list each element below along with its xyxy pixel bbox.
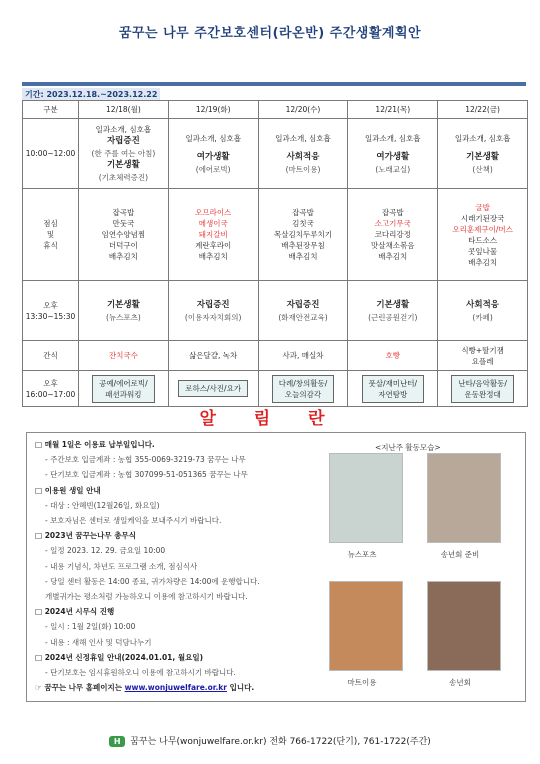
row-label: 오후	[43, 300, 58, 310]
morning-cell	[168, 119, 258, 189]
program-detail: (근린공원걷기)	[368, 312, 418, 322]
club-box	[451, 375, 514, 403]
club-cell	[168, 371, 258, 407]
photos-caption: <지난주 활동모습>	[375, 443, 441, 452]
program-detail: (기초체력증진)	[98, 173, 149, 182]
header-row	[23, 101, 528, 119]
program-detail: (산책)	[472, 164, 493, 174]
notice-item: - 대상 : 안혜빈(12월26일, 화요일)	[45, 500, 160, 510]
notice-item: - 단기보호는 임시휴원하오니 이용에 참고하시기 바랍니다.	[45, 668, 236, 678]
club-item: 난타/음악활동/	[458, 378, 507, 388]
afternoon-cell	[79, 281, 169, 341]
corner-cell: 구분	[23, 101, 79, 119]
program-detail: (에어로빅)	[195, 164, 231, 174]
title-divider	[22, 82, 526, 86]
notice-item: - 당일 센터 활동은 14:00 종료, 귀가차량은 14:00에 운행합니다.	[45, 576, 260, 586]
menu-item: 임연수양념찜	[101, 230, 146, 239]
notice-heading: □ 2023년 꿈꾸는나무 총무식	[35, 531, 136, 541]
menu-item: 잡곡밥	[112, 208, 135, 217]
notice-title: 알 림 란	[199, 409, 341, 429]
notice-item: - 주간보호 입금계좌 : 농협 355-0069-3219-73 꿈꾸는 나무	[45, 455, 246, 465]
row-label: 16:00~17:00	[25, 389, 76, 399]
program-category: 자립증진	[196, 299, 230, 310]
club-cell	[438, 371, 528, 407]
menu-item: 배추김치	[468, 257, 498, 267]
club-item: 로하스/사진/요가	[185, 384, 242, 393]
row-label-cell	[23, 189, 79, 281]
homepage-link[interactable]: www.wonjuwelfare.or.kr	[124, 683, 227, 693]
afternoon-cell	[258, 281, 348, 341]
row-label: 간식	[43, 351, 58, 360]
late-afternoon-row	[23, 371, 528, 407]
spacer	[350, 144, 435, 151]
lunch-menu-cell	[348, 189, 438, 281]
period-label: 기간: 2023.12.18.~2023.12.22	[22, 88, 160, 101]
menu-item: 오므라이스	[195, 208, 232, 217]
club-cell	[348, 371, 438, 407]
day-header: 12/22(금)	[438, 101, 528, 119]
menu-item: 배추된장무침	[281, 241, 325, 250]
menu-item: 돼지갈비	[198, 230, 228, 239]
row-label: 13:30~15:30	[25, 311, 76, 321]
lunch-menu-cell	[258, 189, 348, 281]
snack-cell	[348, 341, 438, 371]
snack-row	[23, 341, 528, 371]
program-category: 기본생활	[106, 160, 140, 170]
photo-label: 송년회	[449, 678, 471, 687]
afternoon-cell	[168, 281, 258, 341]
spacer	[261, 144, 346, 151]
notice-item: - 내용 기념식, 차년도 프로그램 소개, 점심식사	[45, 561, 198, 571]
club-item: 패션과워킹	[105, 389, 142, 399]
snack-cell	[258, 341, 348, 371]
program-category: 기본생활	[466, 151, 500, 162]
menu-item: 시래기된장국	[460, 213, 505, 223]
program-detail: (뉴스포츠)	[105, 312, 141, 322]
notice-item: - 일시 : 1월 2일(화) 10:00	[45, 622, 136, 632]
menu-item: 배추김치	[288, 252, 318, 261]
morning-cell	[79, 119, 169, 189]
menu-item: 더덕구이	[108, 241, 138, 250]
notice-item: - 일정 2023. 12. 29. 금요일 10:00	[45, 546, 166, 556]
club-cell	[258, 371, 348, 407]
club-item: 다례/창의활동/	[278, 378, 328, 388]
program-detail: (마트이용)	[285, 164, 321, 174]
footer	[0, 734, 540, 747]
snack-item: 사과, 매실차	[282, 351, 324, 360]
notice-item: - 단기보호 입금계좌 : 농협 307099-51-051365 꿈꾸는 나무	[45, 470, 248, 480]
row-label-cell	[23, 119, 79, 189]
club-box	[92, 375, 155, 403]
club-cell	[79, 371, 169, 407]
page-title: 꿈꾸는 나무 주간보호센터(라온반) 주간생활계획안	[118, 26, 422, 41]
menu-item: 배추김치	[378, 252, 408, 261]
row-label-cell	[23, 281, 79, 341]
lunch-row	[23, 189, 528, 281]
snack-item: 잔치국수	[108, 351, 138, 360]
lunch-menu-cell	[168, 189, 258, 281]
intro-text: 일과소개, 심호흡	[454, 133, 511, 143]
menu-item: 배추김치	[108, 252, 138, 261]
club-item: 풋살/재미난터/	[368, 378, 418, 388]
menu-item: 배추김치	[198, 252, 228, 261]
activity-photo	[427, 581, 501, 671]
menu-item: 목살김치두루치기	[274, 230, 332, 239]
intro-text: 일과소개, 심호흡	[185, 133, 241, 143]
program-category: 자립증진	[286, 299, 320, 310]
program-category: 사회적응	[466, 299, 500, 310]
intro-text: 일과소개, 심호흡	[275, 133, 331, 143]
notice-item: - 내용 : 새해 인사 및 덕담나누기	[45, 637, 152, 647]
footer-text: 꿈꾸는 나무(wonjuwelfare.or.kr) 전화 766-1722(단기), 761-1722(주간)	[130, 737, 431, 747]
program-detail: (이용자자치회의)	[184, 312, 242, 322]
notice-heading: □ 매월 1일은 이용료 납부일입니다.	[35, 440, 155, 449]
notice-box	[26, 432, 526, 702]
afternoon-row	[23, 281, 528, 341]
snack-cell	[438, 341, 528, 371]
row-label: 휴식	[43, 241, 58, 250]
snack-cell	[79, 341, 169, 371]
menu-item: 코다리강정	[374, 230, 411, 239]
morning-row	[23, 119, 528, 189]
club-box	[362, 375, 425, 403]
lunch-menu-cell	[438, 189, 528, 281]
row-label: 10:00~12:00	[25, 149, 76, 158]
club-item: 자연탐방	[378, 389, 408, 399]
menu-item: 만둣국	[112, 219, 135, 228]
menu-item: 메생이국	[198, 219, 228, 228]
photo-label: 마트이용	[347, 678, 377, 687]
snack-item: 요플레	[471, 356, 494, 366]
activity-photo	[329, 453, 403, 543]
morning-cell	[348, 119, 438, 189]
spacer	[440, 144, 525, 151]
program-category: 기본생활	[106, 299, 140, 310]
snack-item: 식빵+딸기잼	[461, 345, 504, 355]
program-detail: (노래교실)	[375, 164, 411, 174]
program-detail: (화재안전교육)	[278, 312, 328, 322]
club-item: 공예/에어로빅/	[99, 378, 148, 388]
day-header: 12/19(화)	[168, 101, 258, 119]
menu-item: 콧잎나물	[468, 246, 498, 256]
program-category: 여가생활	[376, 151, 410, 162]
notice-item: 개별귀가는 평소처럼 가능하오니 이용에 참고하시기 바랍니다.	[45, 592, 248, 602]
program-category: 기본생활	[376, 299, 410, 310]
snack-cell	[168, 341, 258, 371]
club-box	[272, 375, 335, 403]
spacer	[171, 144, 256, 151]
menu-item: 잡곡밥	[381, 208, 404, 217]
homepage-suffix: 입니다.	[226, 683, 255, 693]
afternoon-cell	[438, 281, 528, 341]
notice-list	[35, 437, 335, 695]
intro-text: 일과소개, 심호흡	[365, 133, 421, 143]
row-label-cell	[23, 341, 79, 371]
menu-item: 타드소스	[468, 235, 498, 245]
notice-heading: □ 이용원 생일 안내	[35, 485, 101, 495]
row-label: 오후	[43, 378, 58, 388]
club-item: 운동완정대	[464, 389, 501, 399]
day-header: 12/21(목)	[348, 101, 438, 119]
menu-item: 잡곡밥	[292, 208, 314, 217]
lunch-menu-cell	[79, 189, 169, 281]
menu-item: 소고기무국	[374, 219, 411, 228]
morning-cell	[438, 119, 528, 189]
afternoon-cell	[348, 281, 438, 341]
club-item: 오늘의감각	[284, 389, 322, 399]
menu-item: 김칫국	[292, 219, 314, 228]
weekly-schedule-table	[22, 100, 528, 407]
club-box	[178, 380, 248, 397]
notice-item: - 보호자님은 센터로 생일케익을 보내주시기 바랍니다.	[45, 516, 222, 526]
activity-photo	[329, 581, 403, 671]
menu-item: 맛살채소볶음	[371, 241, 415, 250]
homepage-line	[35, 680, 335, 695]
homepage-prefix: ☞ 꿈꾸는 나무 홈페이지는	[35, 683, 125, 693]
program-category: 여가생활	[196, 151, 230, 162]
intro-text: 일과소개, 심호흡	[95, 125, 152, 134]
program-detail: (카페)	[472, 312, 493, 322]
menu-item: 오리훈제구이/머스	[452, 224, 513, 234]
photo-label: 송년회 준비	[440, 550, 480, 559]
row-label: 및	[46, 230, 55, 239]
activity-photo	[427, 453, 501, 543]
day-header: 12/20(수)	[258, 101, 348, 119]
notice-heading: □ 2024년 시무식 진행	[35, 607, 115, 617]
menu-item: 계란후라이	[195, 241, 232, 250]
day-header: 12/18(월)	[79, 101, 169, 119]
row-label-cell	[23, 371, 79, 407]
menu-item: 굴밥	[475, 202, 490, 212]
program-category: 자립증진	[106, 136, 140, 146]
logo-icon: H	[109, 736, 125, 747]
program-category: 사회적응	[286, 151, 320, 162]
notice-heading: □ 2024년 신정휴일 안내(2024.01.01, 월요일)	[35, 652, 204, 662]
snack-item: 호빵	[385, 351, 401, 360]
row-label: 점심	[43, 219, 58, 228]
photo-label: 뉴스포츠	[347, 550, 377, 559]
program-detail: (한 주를 여는 아침)	[91, 149, 156, 158]
morning-cell	[258, 119, 348, 189]
snack-item: 삶은달걀, 녹차	[189, 351, 238, 360]
